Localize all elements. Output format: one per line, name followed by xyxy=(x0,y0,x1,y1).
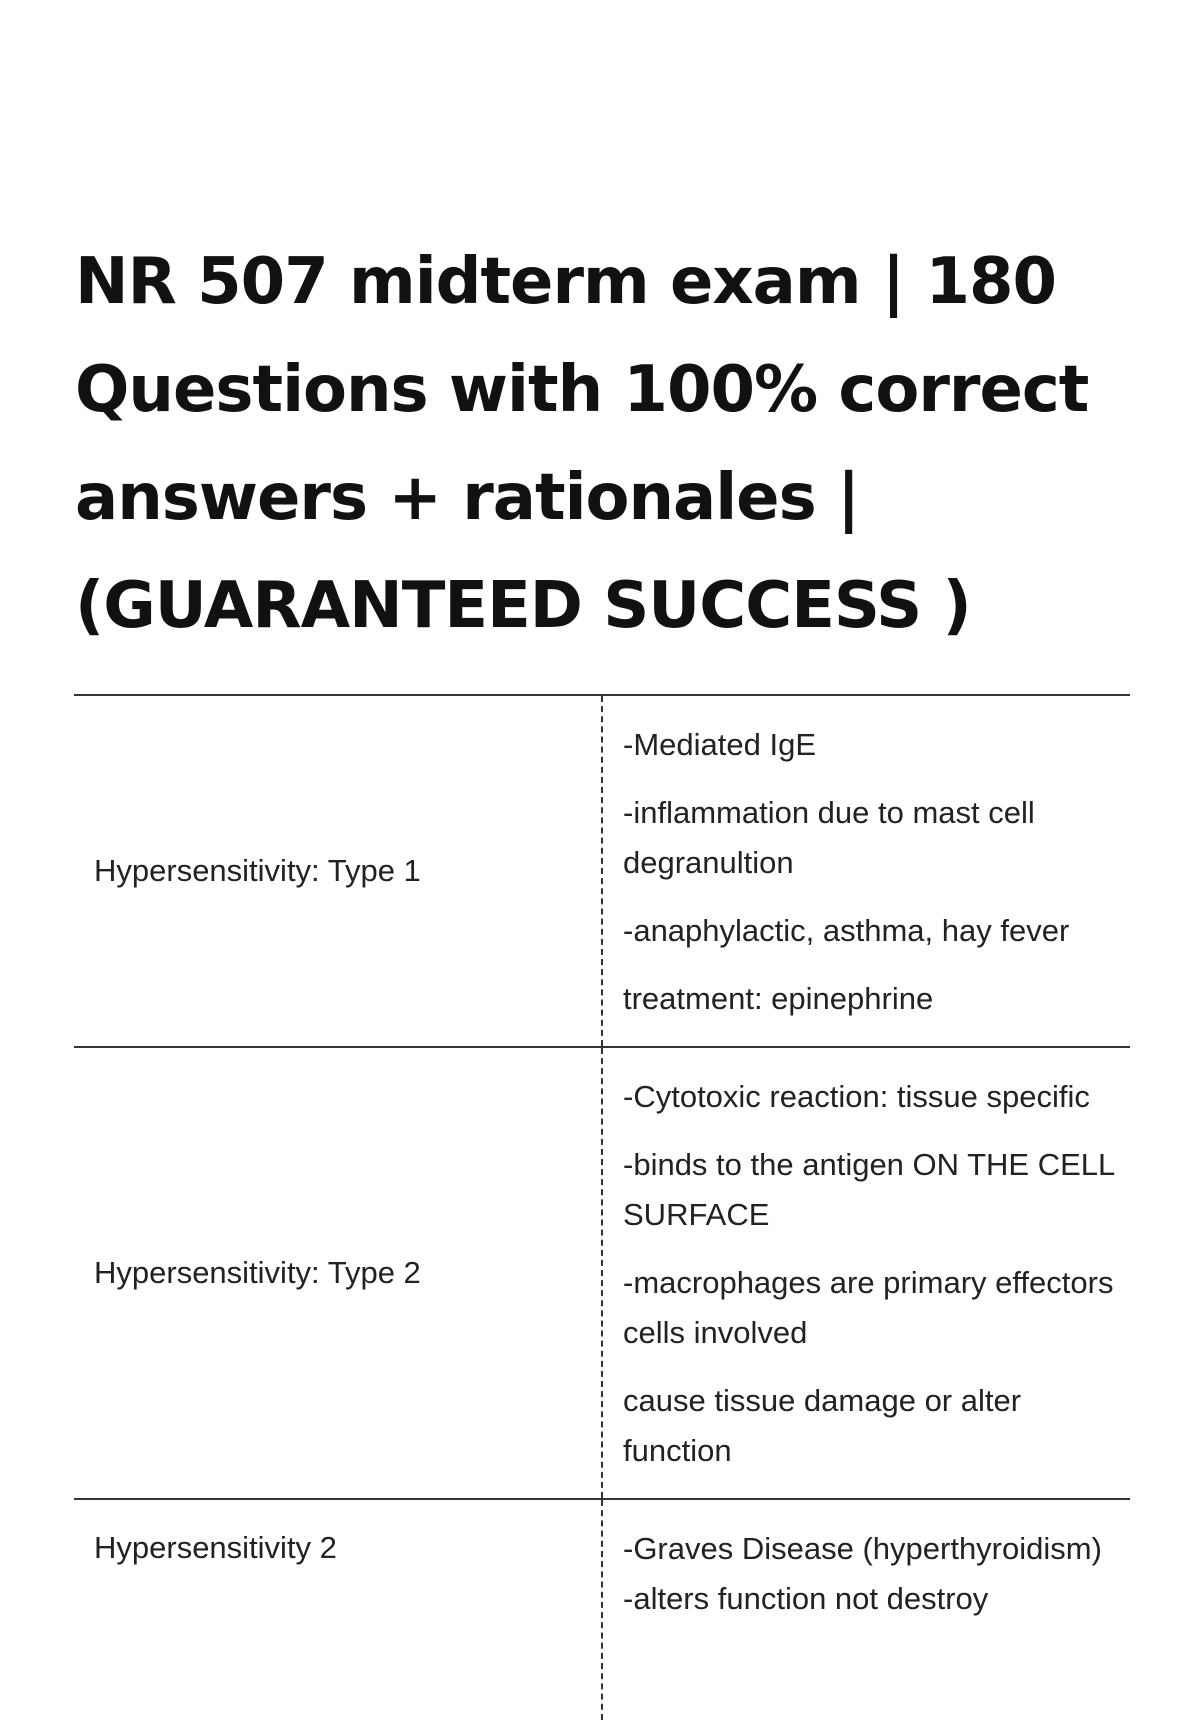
term-cell: Hypersensitivity: Type 1 xyxy=(94,853,421,888)
definition-cell xyxy=(601,696,1130,1046)
definition-line: -macrophages are primary effectors cells involved xyxy=(623,1265,1114,1350)
definition-line: cause tissue damage or alter function xyxy=(623,1383,1022,1468)
definition-line: -binds to the antigen ON THE CELL SURFACE xyxy=(623,1147,1115,1232)
definition-line: -Graves Disease (hyperthyroidism) -alters function not destroy xyxy=(623,1531,1102,1616)
definition-line: -Mediated IgE xyxy=(623,727,816,762)
definition-cell xyxy=(601,1048,1130,1498)
title-line-4: (GUARANTEED SUCCESS ) xyxy=(75,569,971,643)
term-cell: Hypersensitivity 2 xyxy=(94,1530,337,1565)
title-line-3: answers + rationales | xyxy=(75,461,860,535)
document-title xyxy=(75,228,1135,660)
definition-cell xyxy=(601,1500,1130,1720)
definition-line: treatment: epinephrine xyxy=(623,981,934,1016)
title-line-2: Questions with 100% correct xyxy=(75,353,1089,427)
term-cell: Hypersensitivity: Type 2 xyxy=(94,1255,421,1290)
definition-line: -anaphylactic, asthma, hay fever xyxy=(623,913,1070,948)
title-line-1: NR 507 midterm exam | 180 xyxy=(75,245,1057,319)
definition-line: -Cytotoxic reaction: tissue specific xyxy=(623,1079,1090,1114)
table-row xyxy=(74,1046,1130,1498)
flashcard-table xyxy=(74,694,1130,1720)
definition-line: -inflammation due to mast cell degranultion xyxy=(623,795,1035,880)
table-row xyxy=(74,694,1130,1046)
table-row xyxy=(74,1498,1130,1720)
